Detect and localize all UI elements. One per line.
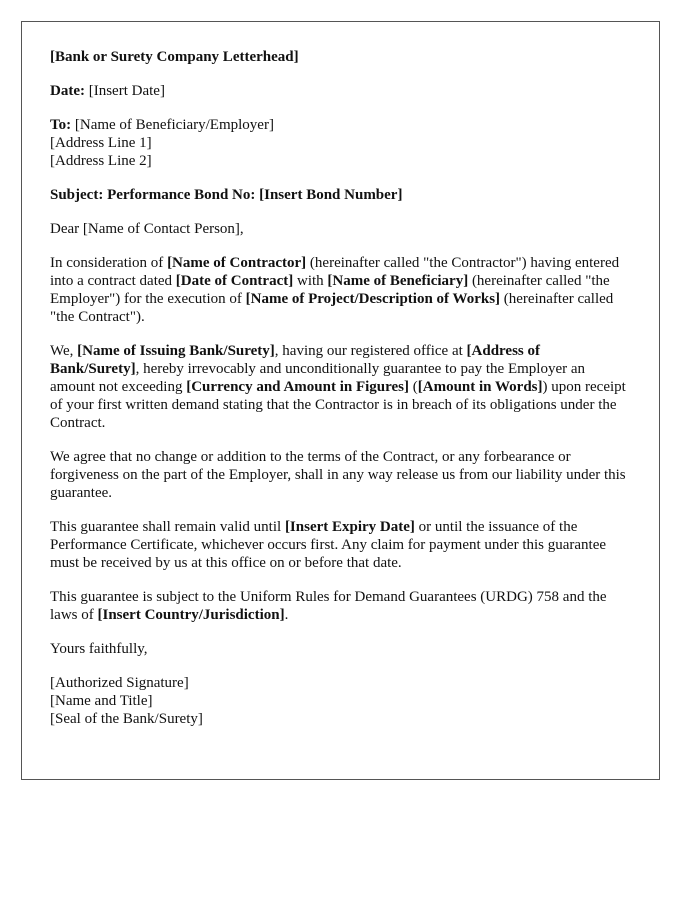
- recipient-block: [50, 116, 631, 170]
- subject-line: Subject: Performance Bond No: [Insert Bond Number]: [50, 187, 403, 203]
- recipient-address-line-1: [Address Line 1]: [50, 135, 152, 151]
- signature-block: [50, 674, 631, 728]
- placeholder-contractor-name: [Name of Contractor]: [167, 255, 307, 271]
- text-run: This guarantee is subject to the Uniform Rules for Demand Guarantees (URDG) 758 and the laws of: [50, 589, 607, 623]
- text-run: This guarantee shall remain valid until: [50, 519, 285, 535]
- placeholder-jurisdiction: [Insert Country/Jurisdiction]: [97, 607, 285, 623]
- placeholder-amount-words: [Amount in Words]: [417, 379, 543, 395]
- text-run: with: [293, 273, 328, 289]
- letter-document: [21, 21, 660, 780]
- text-run: We,: [50, 343, 78, 359]
- date-line: [50, 82, 631, 100]
- paragraph-consideration: [50, 254, 631, 326]
- salutation: Dear [Name of Contact Person],: [50, 221, 244, 237]
- text-run: (hereinafter called "the Employer") for the execution of: [50, 273, 610, 307]
- closing: Yours faithfully,: [50, 641, 148, 657]
- recipient-name-line: [50, 116, 631, 134]
- paragraph-validity: [50, 518, 631, 572]
- placeholder-issuer-name: [Name of Issuing Bank/Surety]: [77, 343, 275, 359]
- letterhead: [Bank or Surety Company Letterhead]: [50, 49, 299, 65]
- text-run: (hereinafter called "the Contractor") having entered into a contract dated: [50, 255, 620, 289]
- recipient-name: [Name of Beneficiary/Employer]: [71, 117, 274, 133]
- paragraph-guarantee: [50, 342, 631, 432]
- text-run: (hereinafter called "the Contract").: [50, 291, 614, 325]
- date-label: Date:: [50, 83, 85, 99]
- placeholder-beneficiary-name: [Name of Beneficiary]: [327, 273, 469, 289]
- paragraph-no-release: We agree that no change or addition to the terms of the Contract, or any forbearance or forgiveness on the part of the Employer, shall in any way release us from our liability under this guarantee.: [50, 449, 626, 501]
- recipient-label: To:: [50, 117, 72, 133]
- placeholder-issuer-address: [Address of Bank/Surety]: [50, 343, 541, 377]
- placeholder-project-name: [Name of Project/Description of Works]: [245, 291, 501, 307]
- placeholder-amount-figures: [Currency and Amount in Figures]: [186, 379, 410, 395]
- placeholder-contract-date: [Date of Contract]: [175, 273, 294, 289]
- text-run: .: [284, 607, 289, 623]
- date-value: [Insert Date]: [84, 83, 165, 99]
- text-run: ) upon receipt of your first written demand stating that the Contractor is in breach of its obligations under the Contract.: [50, 379, 626, 431]
- text-run: , hereby irrevocably and unconditionally guarantee to pay the Employer an amount not exceeding: [50, 361, 585, 395]
- placeholder-expiry-date: [Insert Expiry Date]: [284, 519, 415, 535]
- text-run: In consideration of: [50, 255, 168, 271]
- signature-line: [Authorized Signature]: [50, 675, 189, 691]
- signatory-name-title: [Name and Title]: [50, 693, 153, 709]
- text-run: , having our registered office at: [274, 343, 467, 359]
- text-run: (: [409, 379, 418, 395]
- paragraph-governing-rules: [50, 588, 631, 624]
- recipient-address-line-2: [Address Line 2]: [50, 153, 152, 169]
- text-run: or until the issuance of the Performance Certificate, whichever occurs first. Any claim for payment under this guarantee must be received by us at this office on or before that date.: [50, 519, 607, 571]
- seal-line: [Seal of the Bank/Surety]: [50, 711, 203, 727]
